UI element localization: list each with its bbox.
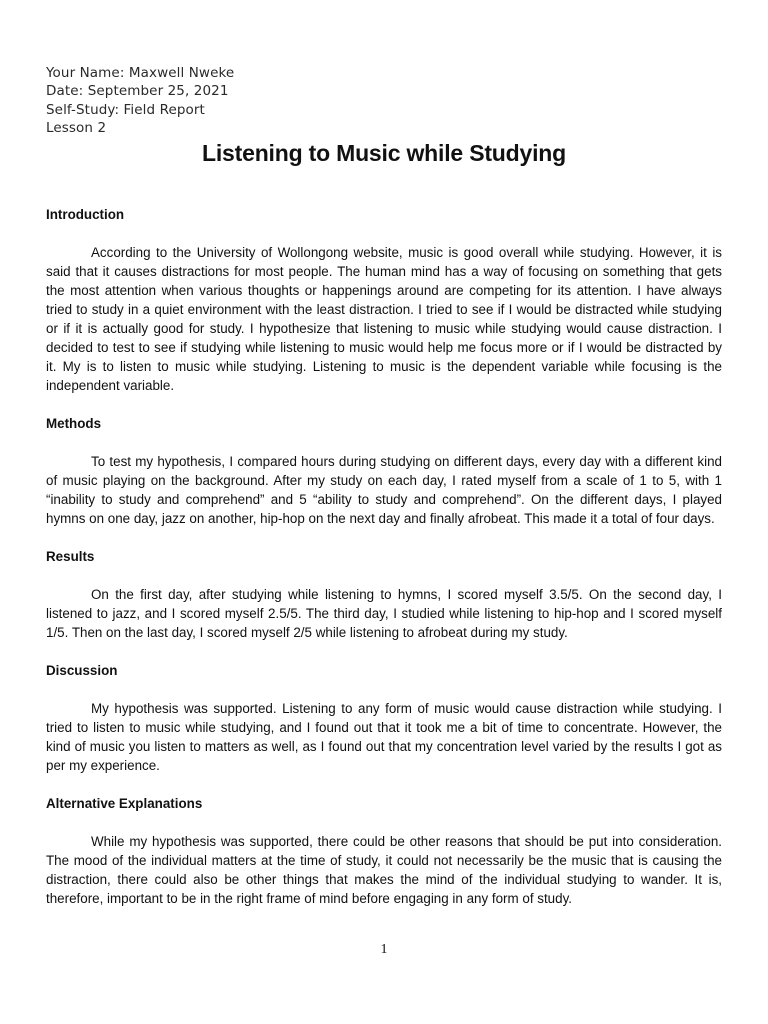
document-header [46,64,234,137]
methods-heading: Methods [46,416,102,431]
introduction-paragraph: According to the University of Wollongong website, music is good overall while studying. However, it is said that it causes distractions for most people. The human mind has a way of focusing on something that gets the most attention when various thoughts or happenings around are competing for its attention. I have always tried to study in a quiet environment with the least distraction. I tried to see if I would be distracted while studying or if it is actually good for study. I hypothesize that listening to music while studying would cause distraction. I decided to test to see if studying while listening to music would help me focus more or if I would be distracted by it. My is to listen to music while studying. Listening to music is the dependent variable while focusing is the independent variable. [46,245,722,393]
discussion-heading: Discussion [46,663,118,678]
study-type: Self-Study: Field Report [46,101,205,118]
lesson-number: Lesson 2 [46,119,107,136]
discussion-paragraph: My hypothesis was supported. Listening to any form of music would cause distraction while studying. I tried to listen to music while studying, and I found out that it took me a bit of time to concentrate. However, the kind of music you listen to matters as well, as I found out that my concentration level varied by the results I got as per my experience. [46,701,722,773]
document-body [46,205,722,927]
results-paragraph: On the first day, after studying while listening to hymns, I scored myself 3.5/5. On the second day, I listened to jazz, and I scored myself 2.5/5. The third day, I studied while listening to hip-hop and I scored myself 1/5. Then on the last day, I scored myself 2/5 while listening to afrobeat during my study. [46,587,722,640]
page-number: 1 [380,942,388,957]
methods-paragraph: To test my hypothesis, I compared hours during studying on different days, every day with a different kind of music playing on the background. After my study on each day, I rated myself from a scale of 1 to 5, with 1 “inability to study and comprehend” and 5 “ability to study and comprehend”. On the different days, I played hymns on one day, jazz on another, hip-hop on the next day and finally afrobeat. This made it a total of four days. [46,454,722,526]
report-date: Date: September 25, 2021 [46,83,229,100]
introduction-heading: Introduction [46,207,125,222]
alternative-explanations-heading: Alternative Explanations [46,796,203,811]
document-title: Listening to Music while Studying [202,140,566,166]
author-name: Your Name: Maxwell Nweke [46,65,235,81]
alternative-explanations-paragraph: While my hypothesis was supported, there could be other reasons that should be put into consideration. The mood of the individual matters at the time of study, it could not necessarily be the music that is causing the distraction, there could also be other things that makes the mind of the individual studying to wander. It is, therefore, important to be in the right frame of mind before engaging in any form of study. [46,834,722,906]
results-heading: Results [46,549,95,564]
